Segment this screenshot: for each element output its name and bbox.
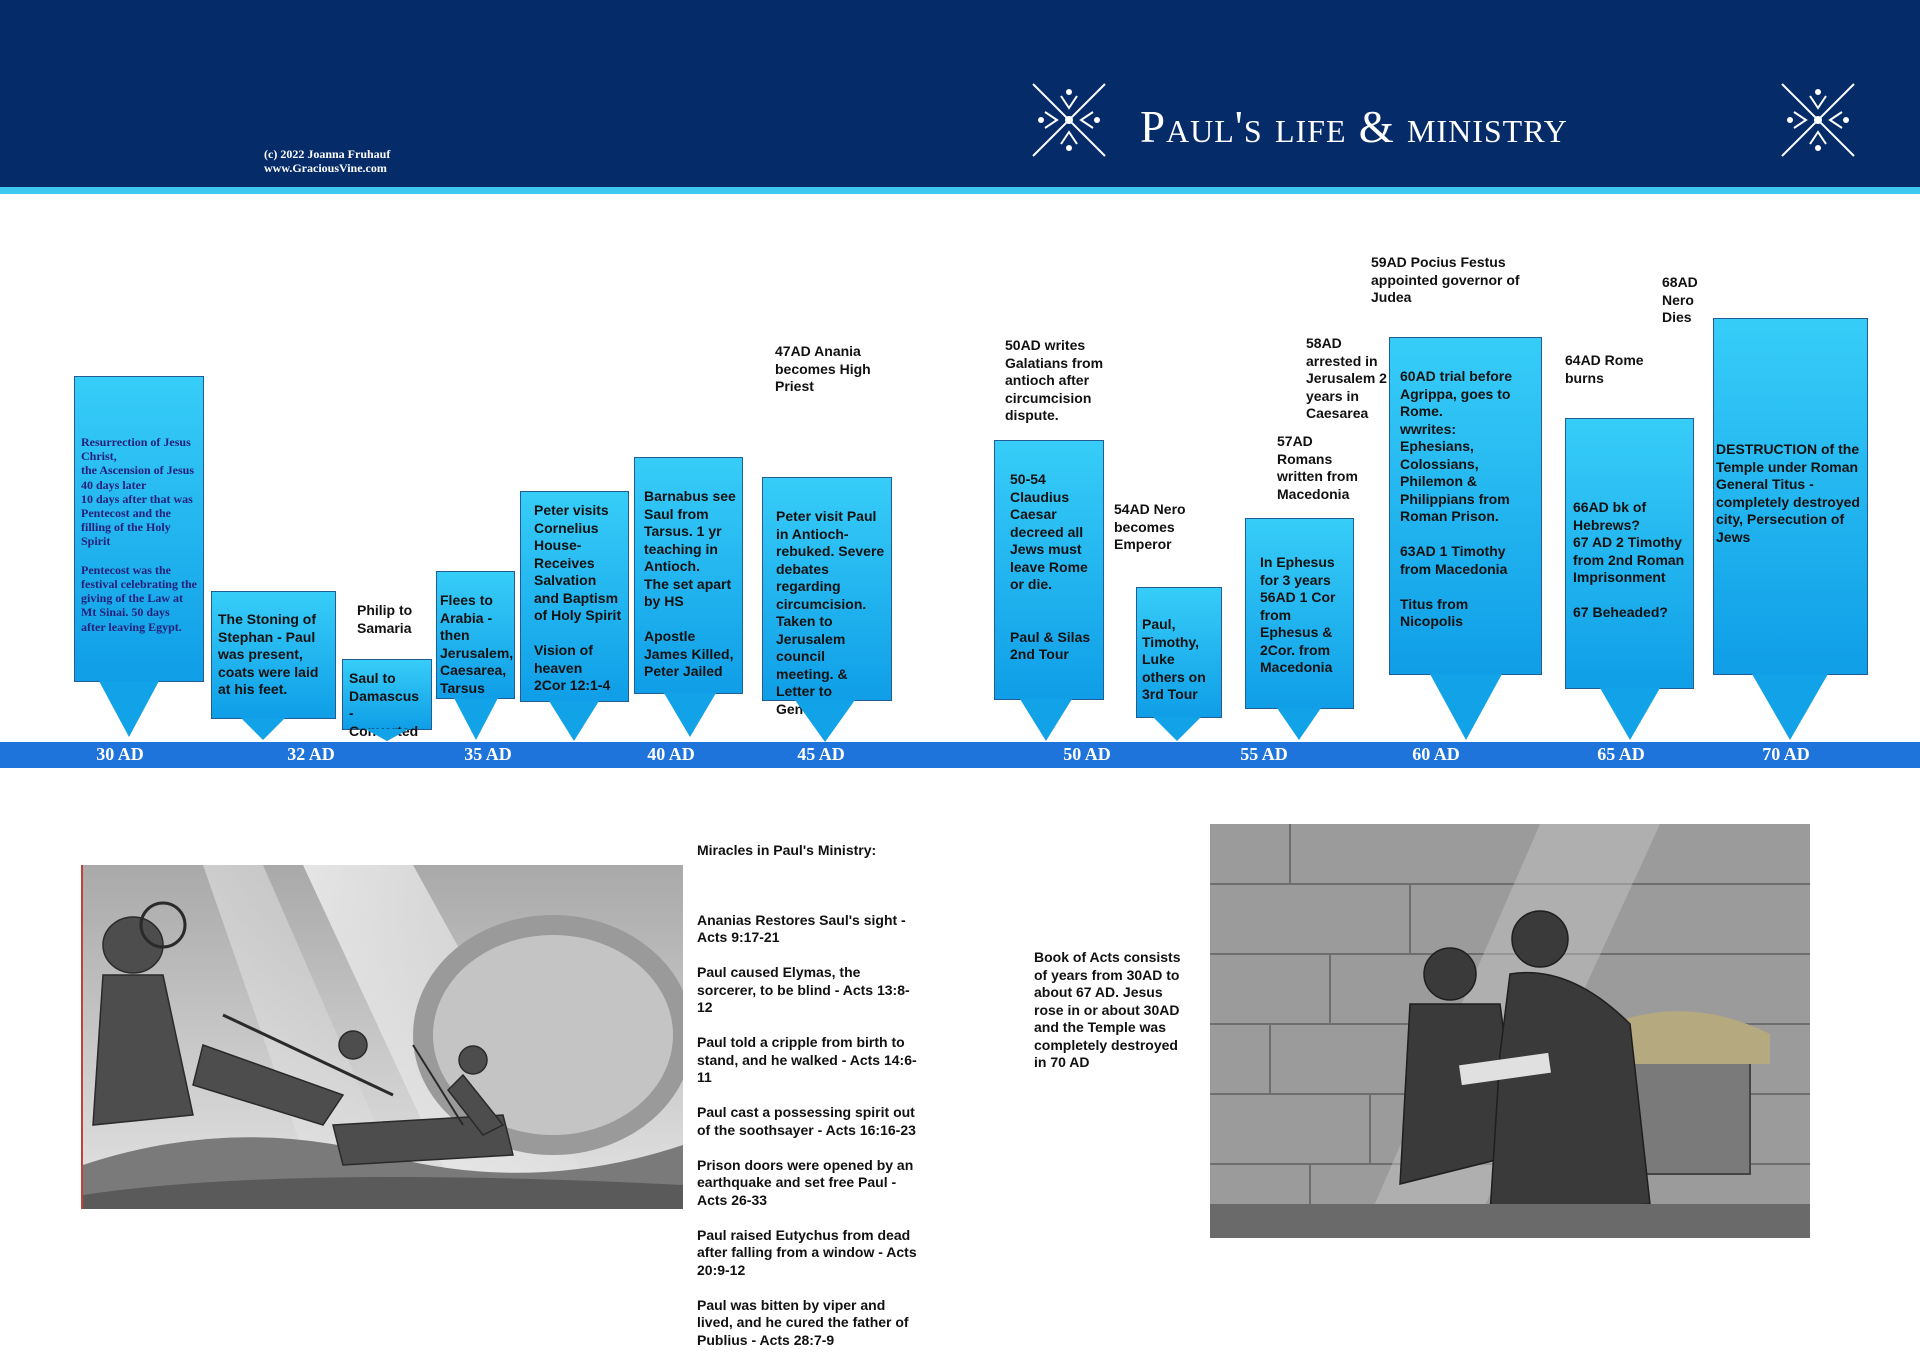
miracle-item: Paul was bitten by viper and lived, and he cured the father of Publius - Acts 28:7-9 (697, 1296, 909, 1348)
event-resurrection-pointer (99, 681, 159, 737)
copyright (264, 147, 390, 175)
event-arabia-pointer (454, 698, 498, 740)
year-label: 32 AD (287, 744, 335, 764)
miracle-item: Prison doors were opened by an earthquake and set free Paul - Acts 26-33 (697, 1156, 914, 1208)
year-label: 40 AD (647, 744, 695, 764)
year-label: 65 AD (1597, 744, 1645, 764)
event-resurrection: Resurrection of Jesus Christ, the Ascension of Jesus 40 days later 10 days after that was Pentecost and the filling of the Holy Spirit Pentecost was the festival celebrating the giving of the Law at Mt Sinai. 50 days after leaving Egypt. (74, 376, 204, 682)
note-rome-burns: 64AD Rome burns (1565, 352, 1644, 386)
year-label: 50 AD (1063, 744, 1111, 764)
note-philip: Philip to Samaria (357, 602, 413, 636)
event-third-tour: Paul, Timothy, Luke others on 3rd Tour (1136, 587, 1222, 718)
event-temple-destruction: DESTRUCTION of the Temple under Roman General Titus - completely destroyed city, Persecution of Jews (1713, 318, 1868, 675)
letter-writing-engraving-image (1210, 824, 1810, 1238)
miracles-heading: Miracles in Paul's Ministry: (697, 841, 877, 858)
header-stripe (0, 187, 1920, 194)
event-ephesus: In Ephesus for 3 years 56AD 1 Cor from Ephesus & 2Cor. from Macedonia (1245, 518, 1354, 709)
copyright-line2: www.GraciousVine.com (264, 161, 387, 175)
year-label: 30 AD (96, 744, 144, 764)
event-cornelius-pointer (549, 701, 599, 741)
event-rome-trial: 60AD trial before Agrippa, goes to Rome. wwrites: Ephesians, Colossians, Philemon & Philippians from Roman Prison. 63AD 1 Timothy from Macedonia Titus from Nicopolis (1389, 337, 1542, 675)
year-label: 55 AD (1240, 744, 1288, 764)
prison-illustration (1210, 824, 1810, 1238)
event-claudius: 50-54 Claudius Caesar decreed all Jews must leave Rome or die. Paul & Silas 2nd Tour (994, 440, 1104, 700)
event-damascus-pointer (365, 729, 409, 741)
copyright-line1: (c) 2022 Joanna Fruhauf (264, 147, 391, 161)
event-stephen: The Stoning of Stephan - Paul was present, coats were laid at his feet. (211, 591, 336, 719)
snowflake-icon-right (1776, 78, 1860, 162)
event-rome-trial-pointer (1430, 674, 1502, 740)
miracles-section (697, 824, 917, 1367)
snowflake-icon-left (1027, 78, 1111, 162)
event-barnabus: Barnabus see Saul from Tarsus. 1 yr teaching in Antioch. The set apart by HS Apostle James Killed, Peter Jailed (634, 457, 743, 694)
year-label: 35 AD (464, 744, 512, 764)
event-ephesus-pointer (1277, 708, 1321, 740)
note-galatians: 50AD writes Galatians from antioch after circumcision dispute. (1005, 337, 1104, 423)
book-of-acts-note: Book of Acts consists of years from 30AD to about 67 AD. Jesus rose in or about 30AD and the Temple was completely destroyed in 70 AD (1034, 949, 1181, 1070)
event-damascus: Saul to Damascus - Converted (342, 659, 432, 730)
event-stephen-pointer (241, 718, 285, 740)
year-label: 60 AD (1412, 744, 1460, 764)
conversion-illustration (81, 865, 683, 1209)
year-label: 70 AD (1762, 744, 1810, 764)
miracle-item: Ananias Restores Saul's sight - Acts 9:17-21 (697, 911, 906, 945)
event-arabia: Flees to Arabia - then Jerusalem, Caesarea, Tarsus (436, 571, 515, 699)
event-cornelius: Peter visits Cornelius House- Receives Salvation and Baptism of Holy Spirit Vision of heaven 2Cor 12:1-4 (520, 491, 629, 702)
event-hebrews-pointer (1600, 688, 1660, 740)
event-peter-antioch: Peter visit Paul in Antioch- rebuked. Severe debates regarding circumcision. Taken to Jerusalem council meeting. & Letter to Gentiles (762, 477, 892, 701)
note-arrested: 58AD arrested in Jerusalem 2 years in Caesarea (1306, 335, 1387, 421)
event-peter-antioch-pointer (795, 700, 855, 742)
miracle-item: Paul cast a possessing spirit out of the soothsayer - Acts 16:16-23 (697, 1104, 916, 1138)
event-hebrews: 66AD bk of Hebrews? 67 AD 2 Timothy from 2nd Roman Imprisonment 67 Beheaded? (1565, 418, 1694, 689)
note-nero-emperor: 54AD Nero becomes Emperor (1114, 501, 1186, 552)
note-nero-dies: 68AD Nero Dies (1662, 274, 1698, 325)
note-festus: 59AD Pocius Festus appointed governor of Judea (1371, 254, 1520, 305)
event-barnabus-pointer (664, 693, 716, 737)
event-claudius-pointer (1020, 699, 1072, 741)
event-temple-destruction-pointer (1752, 674, 1828, 740)
miracle-item: Paul raised Eutychus from dead after falling from a window - Acts 20:9-12 (697, 1226, 917, 1278)
miracle-item: Paul told a cripple from birth to stand, and he walked - Acts 14:6-11 (697, 1034, 917, 1085)
miracle-item: Paul caused Elymas, the sorcerer, to be blind - Acts 13:8-12 (697, 964, 910, 1015)
event-third-tour-pointer (1153, 717, 1201, 741)
note-anania: 47AD Anania becomes High Priest (775, 343, 871, 394)
page-title: Paul's life & ministry (1140, 102, 1568, 152)
note-romans: 57AD Romans written from Macedonia (1277, 433, 1358, 502)
conversion-engraving-image (83, 865, 683, 1209)
year-label: 45 AD (797, 744, 845, 764)
